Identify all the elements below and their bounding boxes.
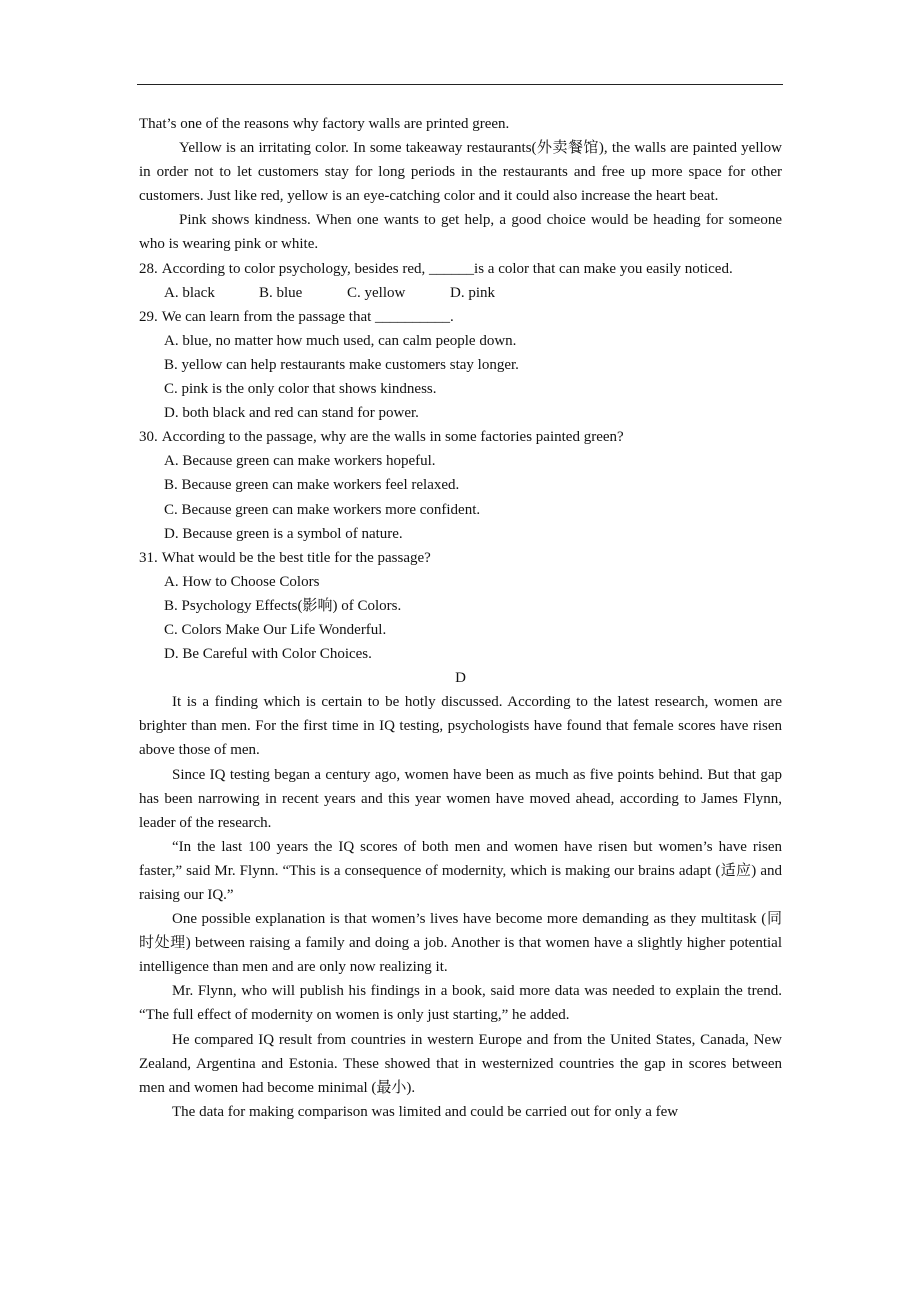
- header-rule: [137, 84, 783, 85]
- question-number: 31.: [139, 549, 158, 566]
- document-body: [139, 112, 782, 1124]
- option-c: C. Colors Make Our Life Wonderful.: [164, 621, 387, 638]
- question-stem: What would be the best title for the passage?: [161, 549, 431, 566]
- question-stem: According to the passage, why are the walls in some factories painted green?: [161, 429, 624, 446]
- option-d: D. both black and red can stand for power.: [164, 405, 419, 422]
- question-number: 28.: [139, 260, 158, 277]
- passage-d-paragraph: Since IQ testing began a century ago, women have been as much as five points behind. But that gap has been narrowing in recent years and this year women have moved ahead, according to James Flynn, leader of the research.: [139, 766, 782, 831]
- option-d: D. Be Careful with Color Choices.: [164, 646, 372, 663]
- option-b: B. blue: [259, 284, 303, 301]
- question-30: [139, 425, 782, 449]
- option-a: A. How to Choose Colors: [164, 573, 320, 590]
- passage-d-paragraph: He compared IQ result from countries in western Europe and from the United States, Canada, New Zealand, Argentina and Estonia. These showed that in westernized countries the gap in scores between men and women had become minimal (最小).: [139, 1031, 782, 1096]
- question-29: [139, 305, 782, 329]
- option-b: B. yellow can help restaurants make customers stay longer.: [164, 356, 519, 373]
- question-stem: We can learn from the passage that __________.: [161, 308, 454, 325]
- passage-d-heading: D: [455, 670, 466, 687]
- passage-c-paragraph-2: Yellow is an irritating color. In some takeaway restaurants(外卖餐馆), the walls are painted yellow in order not to let customers stay for long periods in the restaurants and free up more space for other customers. Just like red, yellow is an eye-catching color and it could also increase the heart beat.: [139, 140, 782, 205]
- option-a: A. blue, no matter how much used, can calm people down.: [164, 332, 517, 349]
- question-31: [139, 546, 782, 570]
- passage-d-paragraph: The data for making comparison was limited and could be carried out for only a few: [172, 1103, 679, 1120]
- option-c: C. Because green can make workers more confident.: [164, 501, 481, 518]
- option-d: D. pink: [450, 284, 495, 301]
- passage-d-paragraph: Mr. Flynn, who will publish his findings in a book, said more data was needed to explain the trend. “The full effect of modernity on women is only just starting,” he added.: [139, 983, 782, 1024]
- question-stem: According to color psychology, besides red, ______is a color that can make you easily noticed.: [161, 260, 733, 277]
- question-number: 29.: [139, 308, 158, 325]
- option-b: B. Psychology Effects(影响) of Colors.: [164, 597, 402, 614]
- option-d: D. Because green is a symbol of nature.: [164, 525, 403, 542]
- option-a: A. black: [164, 284, 215, 301]
- question-28: [139, 257, 782, 281]
- passage-c-paragraph-3: Pink shows kindness. When one wants to get help, a good choice would be heading for someone who is wearing pink or white.: [139, 212, 782, 253]
- option-a: A. Because green can make workers hopeful.: [164, 453, 436, 470]
- passage-d-paragraph: It is a finding which is certain to be hotly discussed. According to the latest research, women are brighter than men. For the first time in IQ testing, psychologists have found that female scores have risen above those of men.: [139, 694, 782, 759]
- question-28-options: [139, 281, 782, 305]
- question-number: 30.: [139, 429, 158, 446]
- passage-d-paragraph: “In the last 100 years the IQ scores of both men and women have risen but women’s have risen faster,” said Mr. Flynn. “This is a consequence of modernity, which is making our brains adapt (适应) and raising our IQ.”: [139, 838, 782, 903]
- passage-c-paragraph-1: That’s one of the reasons why factory walls are printed green.: [139, 116, 510, 132]
- option-c: C. yellow: [347, 284, 406, 301]
- option-b: B. Because green can make workers feel relaxed.: [164, 477, 460, 494]
- passage-d-paragraph: One possible explanation is that women’s lives have become more demanding as they multitask (同时处理) between raising a family and doing a job. Another is that women have a slightly higher potential intelligence than men and are only now realizing it.: [139, 911, 782, 976]
- option-c: C. pink is the only color that shows kindness.: [164, 381, 437, 398]
